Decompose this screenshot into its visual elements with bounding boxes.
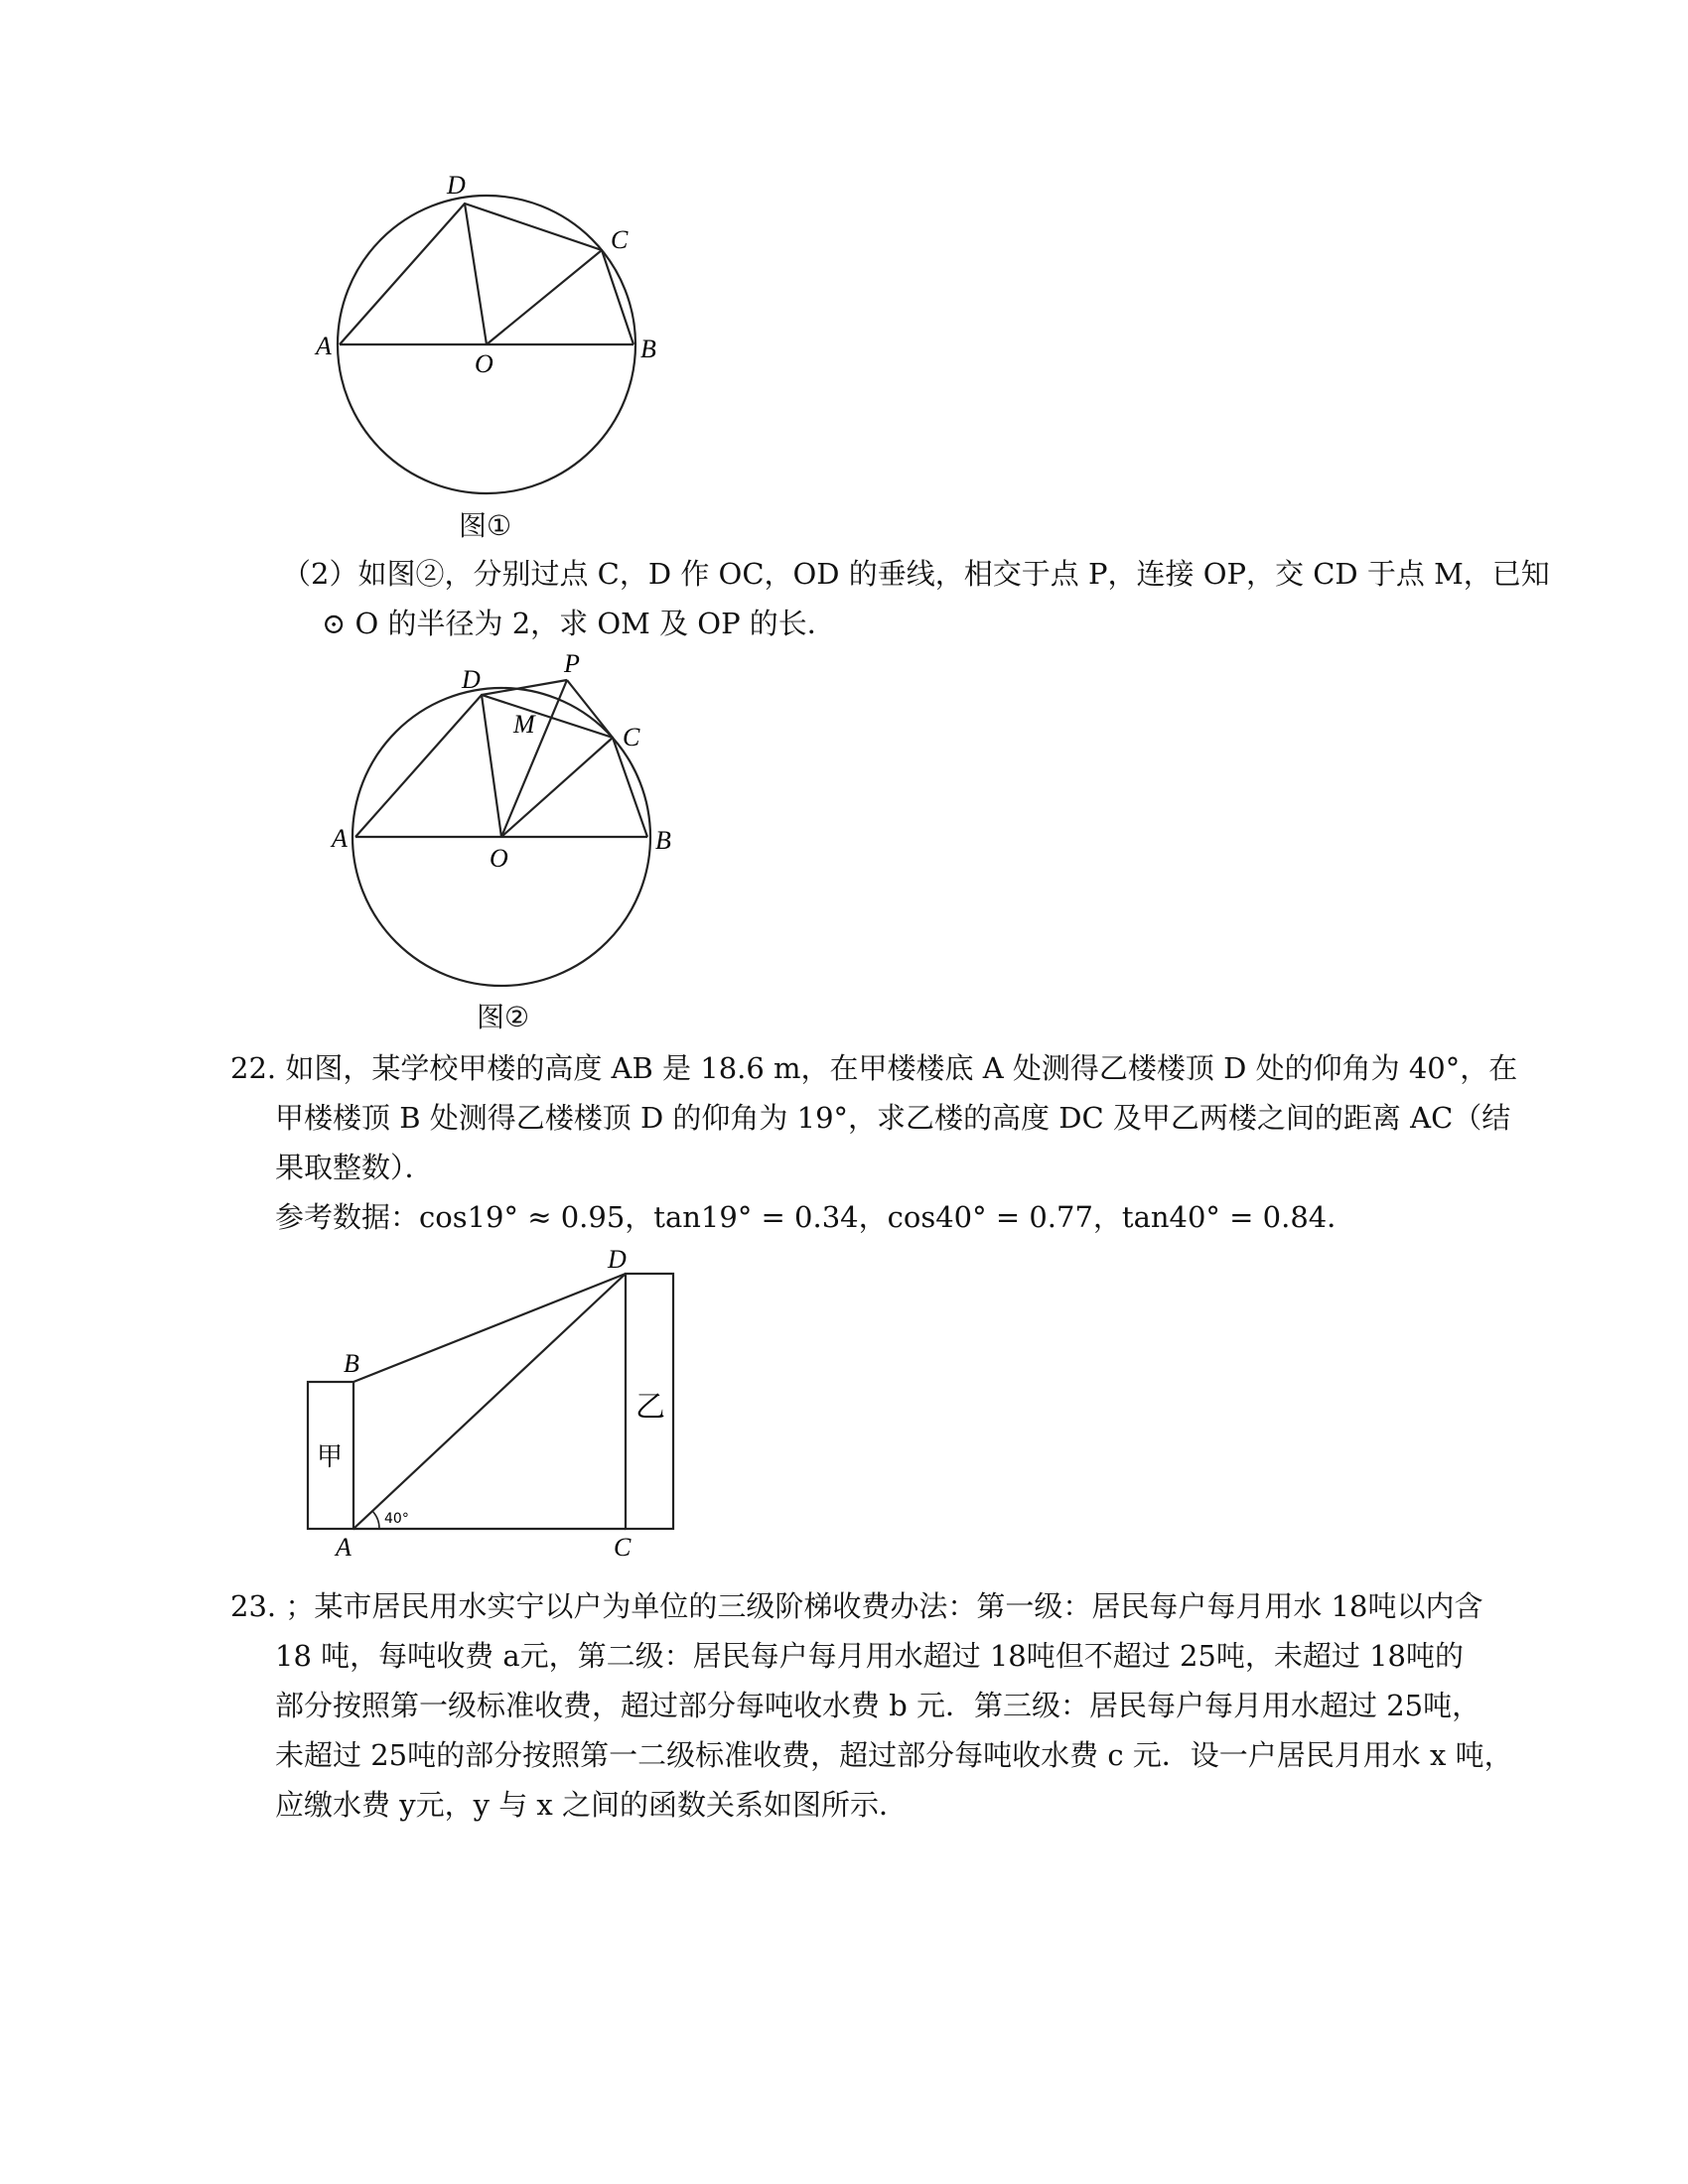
label-m: M [513, 710, 535, 739]
angle-label: 40° [384, 1511, 409, 1527]
label-c: C [623, 723, 640, 751]
label-b: B [655, 826, 671, 855]
segment-ad [353, 1274, 626, 1529]
label-b: B [640, 335, 656, 363]
angle-arc [372, 1511, 379, 1529]
q22-line3: 果取整数）． [275, 1151, 434, 1184]
q23-line5: 应缴水费 y元，y 与 x 之间的函数关系如图所示． [275, 1788, 908, 1822]
label-o: O [490, 844, 508, 873]
q22-line1: 22. 如图，某学校甲楼的高度 AB 是 18.6 m，在甲楼楼底 A 处测得乙楼楼顶 D 处的仰角为 40°，在 [230, 1051, 1518, 1085]
label-d: D [608, 1246, 627, 1274]
q21-part2-line1: （2）如图②，分别过点 C，D 作 OC，OD 的垂线，相交于点 P，连接 OP，交 CD 于点 M，已知 [282, 557, 1550, 591]
q23-line1: 23. ；某市居民用水实宁以户为单位的三级阶梯收费办法：第一级：居民每户每月用水 18吨以内含 [230, 1589, 1483, 1623]
segment-od [482, 695, 501, 837]
q23-line3: 部分按照第一级标准收费，超过部分每吨收水费 b 元．第三级：居民每户每月用水超过 25吨， [275, 1689, 1481, 1722]
segment-od [465, 204, 487, 344]
segment-bd [353, 1274, 626, 1382]
building-jia-label: 甲 [317, 1442, 344, 1472]
figure-2-caption: 图② [477, 1001, 530, 1033]
segment-oc [487, 250, 602, 344]
q22-line2: 甲楼楼顶 B 处测得乙楼楼顶 D 的仰角为 19°，求乙楼的高度 DC 及甲乙两楼之间的距离 AC（结 [275, 1101, 1511, 1135]
figure-1-circle-diagram [298, 159, 695, 496]
label-p: P [564, 650, 580, 678]
figure-3-buildings-diagram [298, 1246, 695, 1564]
q23-line4: 未超过 25吨的部分按照第一二级标准收费，超过部分每吨收水费 c 元．设一户居民月用水 x 吨， [275, 1738, 1513, 1772]
label-d: D [462, 665, 481, 694]
q22-line4: 参考数据：cos19° ≈ 0.95，tan19° = 0.34，cos40° = 0.77，tan40° = 0.84． [275, 1200, 1356, 1234]
q21-part2-line2: ⊙ O 的半径为 2，求 OM 及 OP 的长． [322, 607, 836, 640]
figure-2-circle-diagram [328, 650, 695, 993]
segment-oc [501, 738, 613, 837]
label-a: A [316, 332, 332, 360]
label-a: A [332, 824, 348, 853]
building-yi-label: 乙 [635, 1390, 665, 1425]
label-d: D [447, 171, 466, 200]
chord-adcb [355, 695, 647, 837]
segment-cp [567, 680, 613, 738]
label-b: B [344, 1349, 359, 1378]
label-a: A [336, 1533, 352, 1562]
q23-line2: 18 吨，每吨收费 a元，第二级：居民每户每月用水超过 18吨但不超过 25吨，未超过 18吨的 [275, 1639, 1464, 1673]
label-c: C [614, 1533, 632, 1562]
figure-1-caption: 图① [459, 509, 512, 542]
chord-adcb [340, 204, 633, 344]
label-o: O [475, 349, 493, 378]
label-c: C [611, 225, 629, 254]
